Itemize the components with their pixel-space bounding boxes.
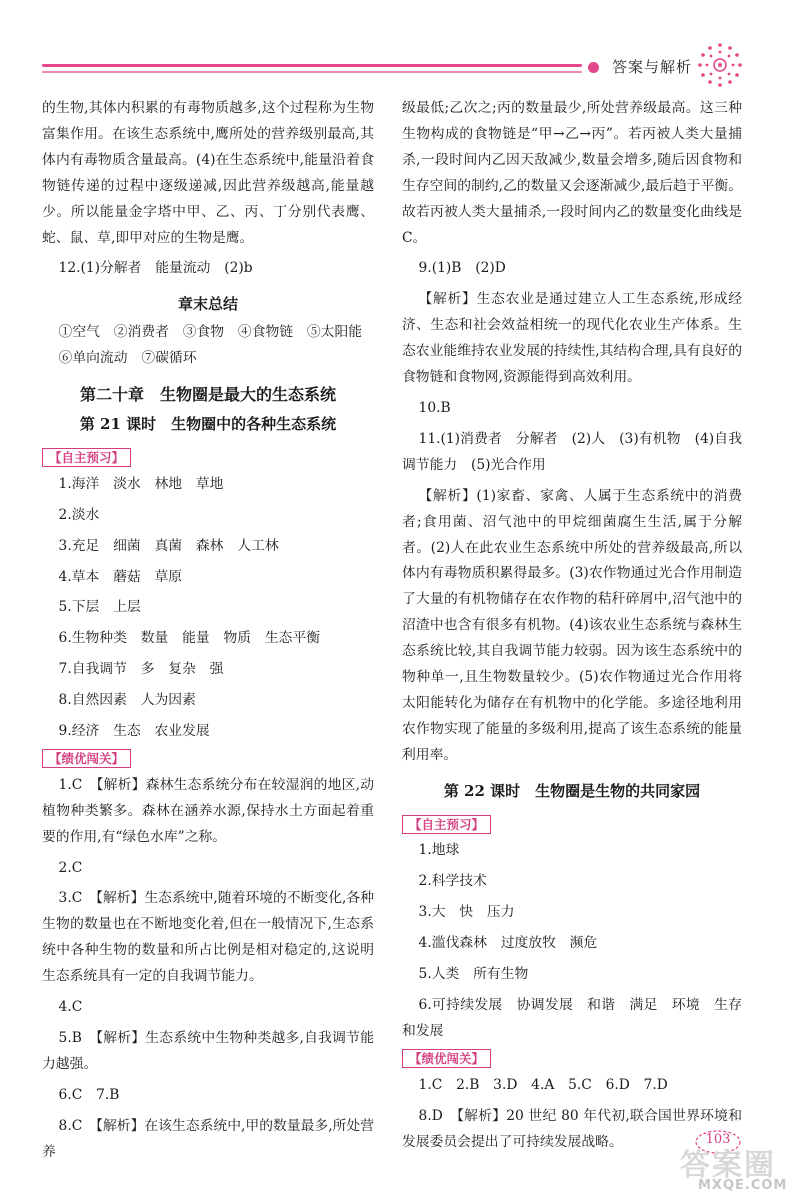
- watermark: [676, 1140, 800, 1196]
- answer-8: 8.D 【解析】20 世纪 80 年代初,联合国世界环境和发展委员会提出了可持续发展战略。: [402, 1107, 742, 1150]
- page-number: 103: [705, 1132, 731, 1147]
- tag-preview: 【自主预习】: [42, 448, 131, 467]
- answer-9: 9.(1)B (2)D: [418, 260, 506, 277]
- left-column: [42, 96, 374, 1166]
- header-title: 答案与解析: [612, 58, 693, 76]
- header-rule-thin: [42, 71, 582, 73]
- preview-item: 7.自我调节 多 复杂 强: [58, 661, 224, 678]
- preview-item: 5.人类 所有生物: [418, 966, 529, 983]
- summary-title: 章末总结: [177, 295, 238, 314]
- preview-item: 1.海洋 淡水 林地 草地: [58, 475, 224, 492]
- answer-4: 4.C: [58, 999, 83, 1016]
- answer-5: 5.B 【解析】生态系统中生物种类越多,自我调节能力越强。: [42, 1030, 374, 1072]
- answer-10: 10.B: [418, 399, 451, 416]
- answer-9-explanation: 【解析】生态农业是通过建立人工生态系统,形成经济、生态和社会效益相统一的现代化农业生产体系。生态农业能维持农业发展的持续性,其结构合理,具有良好的食物链和食物网,资源能得到高效利用。: [402, 291, 742, 386]
- preview-item: 3.大 快 压力: [418, 904, 515, 921]
- answer-8: 8.C 【解析】在该生态系统中,甲的数量最多,所处营养: [42, 1117, 374, 1160]
- summary-line-2: ⑥单向流动 ⑦碳循环: [58, 350, 197, 367]
- header-rule-thick: [42, 64, 582, 67]
- tag-excel: 【绩优闯关】: [402, 1049, 491, 1068]
- answer-paragraph: 的生物,其体内积累的有毒物质越多,这个过程称为生物富集作用。在该生态系统中,鹰所处的营养级别最高,其体内有毒物质含量最高。(4)在生态系统中,能量沿着食物链传递的过程中逐级递减,因此营养级越高,能量越少。所以能量金字塔中甲、乙、丙、丁分别代表鹰、蛇、鼠、草,即甲对应的生物是鹰。: [42, 100, 374, 246]
- preview-item: 5.下层 上层: [58, 599, 141, 616]
- preview-item: 1.地球: [418, 842, 460, 859]
- watermark-url: MXQE.COM: [698, 1178, 788, 1193]
- answer-11: 11.(1)消费者 分解者 (2)人 (3)有机物 (4)自我调节能力 (5)光合作用: [402, 430, 742, 473]
- preview-item: 9.经济 生态 农业发展: [58, 723, 210, 740]
- answers-1-7: 1.C 2.B 3.D 4.A 5.C 6.D 7.D: [418, 1076, 668, 1093]
- answer-3: 3.C 【解析】生态系统中,随着环境的不断变化,各种生物的数量也在不断地变化着,但在一般情况下,生态系统中各种生物的数量和所占比例是相对稳定的,这说明生态系统具有一定的自我调节能力。: [42, 890, 374, 985]
- preview-item: 4.滥伐森林 过度放牧 濒危: [418, 935, 598, 952]
- answer-6-7: 6.C 7.B: [58, 1086, 120, 1103]
- tag-excel: 【绩优闯关】: [42, 749, 131, 768]
- watermark-logo-text: 答案圈: [680, 1148, 776, 1183]
- preview-item: 2.科学技术: [418, 873, 487, 890]
- lesson-21-title: 第 21 课时 生物圈中的各种生态系统: [79, 414, 337, 433]
- preview-item: 6.生物种类 数量 能量 物质 生态平衡: [58, 630, 321, 647]
- chapter-title: 第二十章 生物圈是最大的生态系统: [79, 385, 336, 405]
- answer-1: 1.C 【解析】森林生态系统分布在较湿润的地区,动植物种类繁多。森林在涵养水源,保持水土方面起着重要的作用,有“绿色水库”之称。: [42, 776, 374, 845]
- flower-logo-icon: [697, 42, 743, 88]
- preview-item: 3.充足 细菌 真菌 森林 人工林: [58, 537, 279, 554]
- preview-item: 8.自然因素 人为因素: [58, 692, 196, 709]
- answer-12: 12.(1)分解者 能量流动 (2)b: [58, 260, 253, 277]
- lesson-22-title: 第 22 课时 生物圈是生物的共同家园: [443, 781, 701, 800]
- preview-item: 6.可持续发展 协调发展 和谐 满足 环境 生存和发展: [402, 997, 742, 1039]
- summary-line-1: ①空气 ②消费者 ③食物 ④食物链 ⑤太阳能: [58, 324, 363, 341]
- page-header: [0, 0, 806, 95]
- tag-preview: 【自主预习】: [402, 815, 491, 834]
- header-dot: [588, 62, 599, 73]
- answer-2: 2.C: [58, 859, 83, 876]
- right-column: [402, 96, 742, 1155]
- answer-8-continued: 级最低;乙次之;丙的数量最少,所处营养级最高。这三种生物构成的食物链是“甲→乙→丙”。若丙被人类大量捕杀,一段时间内乙因天敌减少,数量会增多,随后因食物和生存空间的制约,乙的数量又会逐渐减少,最后趋于平衡。故若丙被人类大量捕杀,一段时间内乙的数量变化曲线是 C。: [402, 100, 742, 246]
- preview-item: 2.淡水: [58, 506, 100, 523]
- answer-11-explanation: 【解析】(1)家畜、家禽、人属于生态系统中的消费者;食用菌、沼气池中的甲烷细菌腐生生活,属于分解者。(2)人在此农业生态系统中所处的营养级最高,所以体内有毒物质积累得最多。(3)农作物通过光合作用制造了大量的有机物储存在农作物的秸秆碎屑中,沼气池中的沼渣中也含有很多有机物。(4)该农业生态系统与森林生态系统比较,其自我调节能力较弱。因为该生态系统中的物种单一,且生物数量较少。(5)农作物通过光合作用将太阳能转化为储存在有机物中的化学能。多途径地利用农作物实现了能量的多级利用,提高了该生态系统的能量利用率。: [402, 487, 742, 763]
- preview-item: 4.草本 蘑菇 草原: [58, 568, 183, 585]
